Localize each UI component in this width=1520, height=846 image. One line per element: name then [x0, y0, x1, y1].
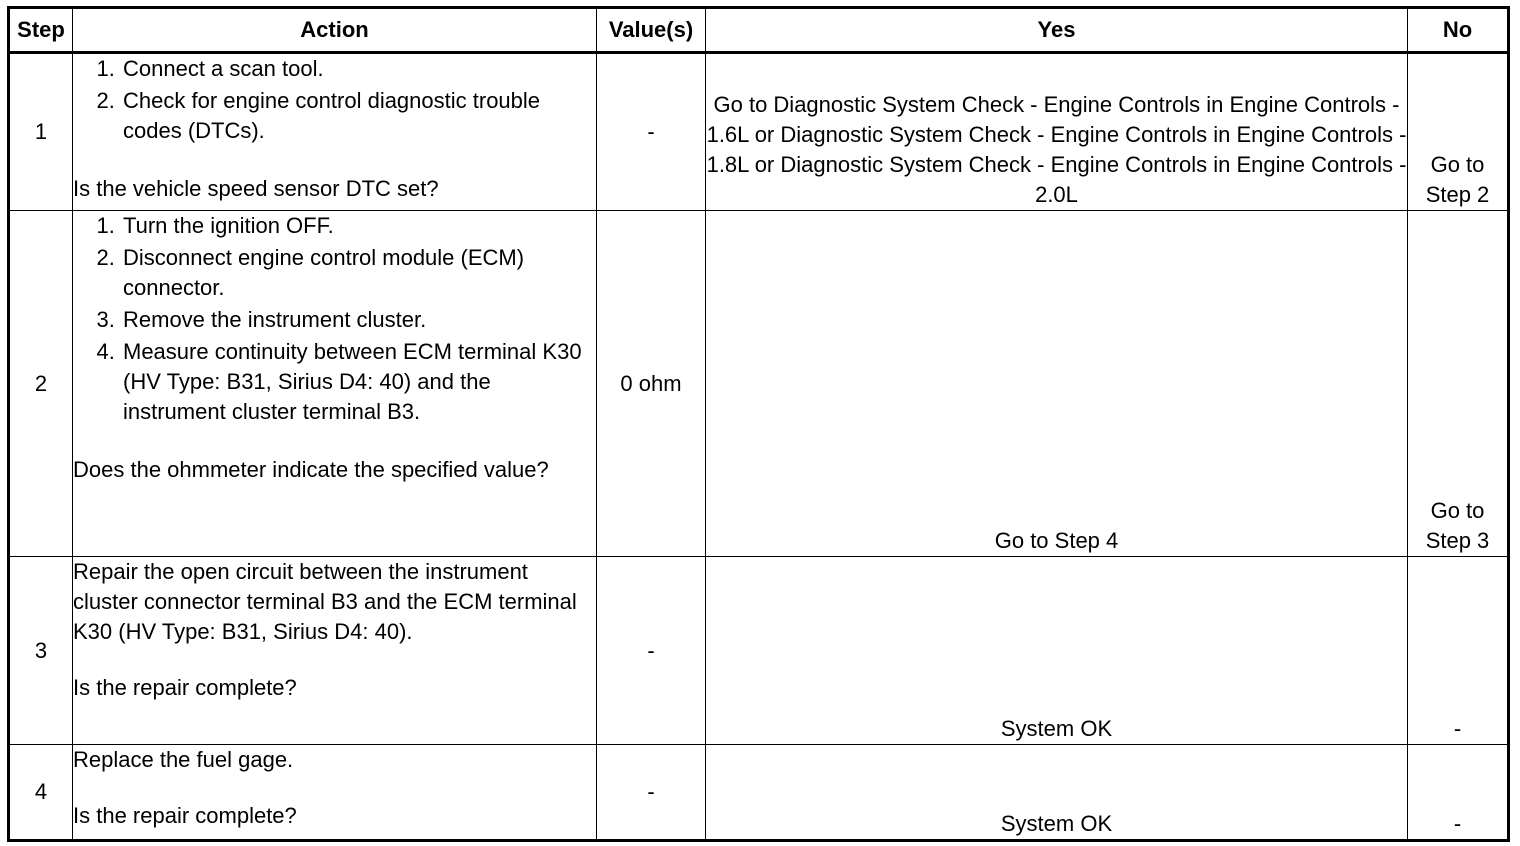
step-number: 2 [9, 211, 73, 557]
step-number: 4 [9, 745, 73, 841]
value-cell: - [597, 745, 706, 841]
spacer [73, 775, 596, 801]
action-step: 4. Measure continuity between ECM terminal K30 (HV Type: B31, Sirius D4: 40) and the instrument cluster terminal B3. [121, 337, 596, 427]
action-cell [73, 745, 597, 841]
header-step: Step [9, 8, 73, 53]
spacer [73, 647, 596, 673]
yes-cell: Go to Step 4 [706, 211, 1408, 557]
action-question: Is the vehicle speed sensor DTC set? [73, 176, 439, 201]
table-row [9, 745, 1509, 841]
action-question: Is the repair complete? [73, 675, 297, 700]
table-row [9, 557, 1509, 745]
spacer [73, 148, 596, 174]
value-cell: 0 ohm [597, 211, 706, 557]
no-cell: Go to Step 2 [1408, 53, 1509, 211]
action-step: 2. Check for engine control diagnostic trouble codes (DTCs). [121, 86, 596, 146]
action-question: Is the repair complete? [73, 803, 297, 828]
no-cell: - [1408, 557, 1509, 745]
header-values: Value(s) [597, 8, 706, 53]
action-steps-list [73, 54, 596, 146]
step-number: 1 [9, 53, 73, 211]
no-cell: - [1408, 745, 1509, 841]
action-cell [73, 557, 597, 745]
step-number: 3 [9, 557, 73, 745]
action-steps-list [73, 211, 596, 427]
value-cell: - [597, 53, 706, 211]
no-cell: Go to Step 3 [1408, 211, 1509, 557]
table-row [9, 53, 1509, 211]
spacer [73, 429, 596, 455]
diagnostic-table [7, 6, 1510, 842]
value-cell: - [597, 557, 706, 745]
action-step: 3. Remove the instrument cluster. [121, 305, 596, 335]
action-cell [73, 53, 597, 211]
action-step: 2. Disconnect engine control module (ECM) connector. [121, 243, 596, 303]
yes-cell: System OK [706, 557, 1408, 745]
header-no: No [1408, 8, 1509, 53]
table-header-row [9, 8, 1509, 53]
action-text: Repair the open circuit between the instrument cluster connector terminal B3 and the ECM terminal K30 (HV Type: B31, Sirius D4: 40). [73, 559, 577, 644]
action-step: 1. Connect a scan tool. [121, 54, 596, 84]
yes-cell: System OK [706, 745, 1408, 841]
table-row [9, 211, 1509, 557]
yes-cell: Go to Diagnostic System Check - Engine Controls in Engine Controls - 1.6L or Diagnostic System Check - Engine Controls in Engine Controls - 1.8L or Diagnostic System Check - Engine Controls in Engine Controls - 2.0L [706, 53, 1408, 211]
action-step: 1. Turn the ignition OFF. [121, 211, 596, 241]
header-action: Action [73, 8, 597, 53]
action-cell [73, 211, 597, 557]
action-text: Replace the fuel gage. [73, 747, 294, 772]
header-yes: Yes [706, 8, 1408, 53]
action-question: Does the ohmmeter indicate the specified value? [73, 457, 549, 482]
